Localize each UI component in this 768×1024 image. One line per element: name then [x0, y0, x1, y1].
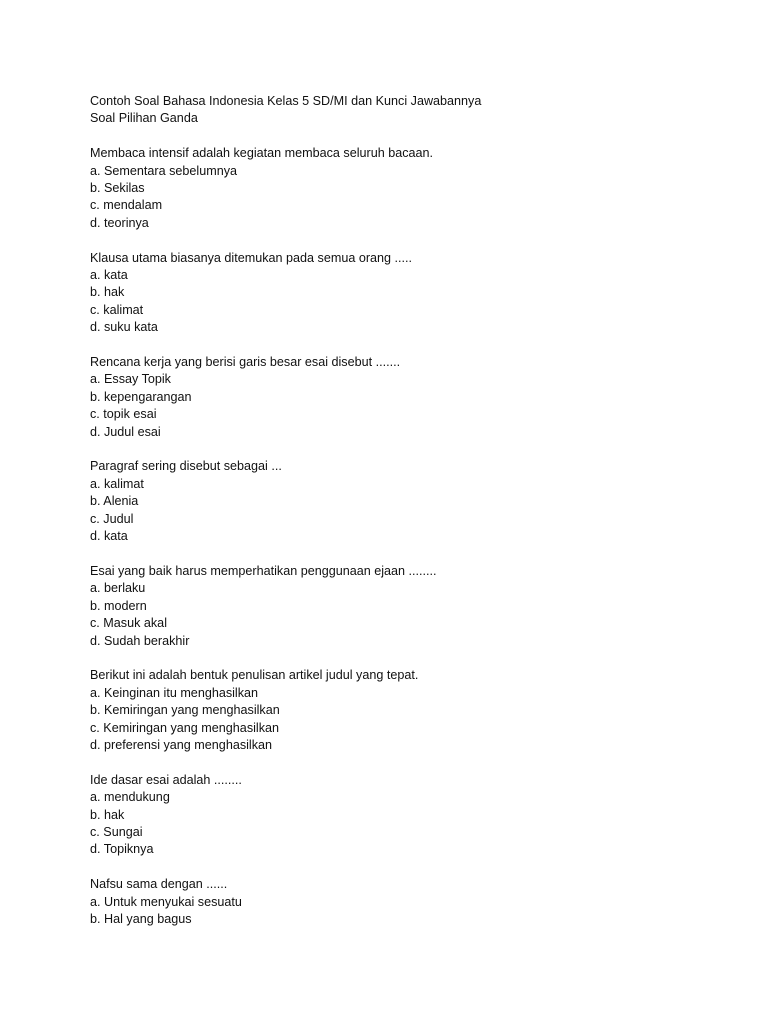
question-text: Esai yang baik harus memperhatikan penggunaan ejaan ........ [90, 563, 437, 578]
question-text: Rencana kerja yang berisi garis besar esai disebut ....... [90, 355, 401, 370]
document-header [90, 93, 710, 128]
option-b: b. modern [90, 598, 147, 613]
question-6 [90, 667, 710, 754]
option-a: a. Untuk menyukai sesuatu [90, 894, 242, 909]
option-c: c. Masuk akal [90, 616, 167, 631]
question-2 [90, 250, 710, 337]
option-c: c. topik esai [90, 407, 157, 422]
question-5 [90, 563, 710, 650]
option-a: a. kalimat [90, 476, 144, 491]
option-c: c. Judul [90, 511, 134, 526]
question-1 [90, 145, 710, 232]
option-b: b. Kemiringan yang menghasilkan [90, 703, 280, 718]
option-b: b. Alenia [90, 494, 139, 509]
question-8 [90, 876, 710, 928]
question-text: Paragraf sering disebut sebagai ... [90, 459, 282, 474]
option-d: d. kata [90, 529, 128, 544]
option-a: a. Essay Topik [90, 372, 171, 387]
option-d: d. Judul esai [90, 424, 161, 439]
document-title: Contoh Soal Bahasa Indonesia Kelas 5 SD/MI dan Kunci Jawabannya [90, 94, 482, 108]
option-b: b. hak [90, 285, 125, 300]
option-b: b. hak [90, 807, 125, 822]
option-a: a. mendukung [90, 790, 170, 805]
option-a: a. berlaku [90, 581, 146, 596]
option-d: d. teorinya [90, 215, 149, 230]
question-3 [90, 354, 710, 441]
option-d: d. preferensi yang menghasilkan [90, 737, 273, 752]
option-c: c. kalimat [90, 302, 144, 317]
document-subtitle: Soal Pilihan Ganda [90, 111, 198, 126]
question-text: Klausa utama biasanya ditemukan pada semua orang ..... [90, 250, 413, 265]
option-c: c. Kemiringan yang menghasilkan [90, 720, 280, 735]
option-d: d. Topiknya [90, 842, 154, 857]
option-d: d. Sudah berakhir [90, 633, 190, 648]
question-4 [90, 458, 710, 545]
question-text: Nafsu sama dengan ...... [90, 877, 228, 892]
option-a: a. Sementara sebelumnya [90, 163, 238, 178]
question-text: Berikut ini adalah bentuk penulisan artikel judul yang tepat. [90, 668, 419, 683]
document-content [90, 93, 710, 946]
question-text: Membaca intensif adalah kegiatan membaca seluruh bacaan. [90, 146, 434, 161]
option-a: a. kata [90, 268, 128, 283]
option-b: b. Sekilas [90, 181, 145, 196]
option-b: b. Hal yang bagus [90, 911, 192, 926]
option-d: d. suku kata [90, 320, 158, 335]
option-c: c. mendalam [90, 198, 163, 213]
question-7 [90, 772, 710, 859]
option-b: b. kepengarangan [90, 389, 192, 404]
question-text: Ide dasar esai adalah ........ [90, 772, 242, 787]
option-c: c. Sungai [90, 824, 143, 839]
option-a: a. Keinginan itu menghasilkan [90, 685, 259, 700]
